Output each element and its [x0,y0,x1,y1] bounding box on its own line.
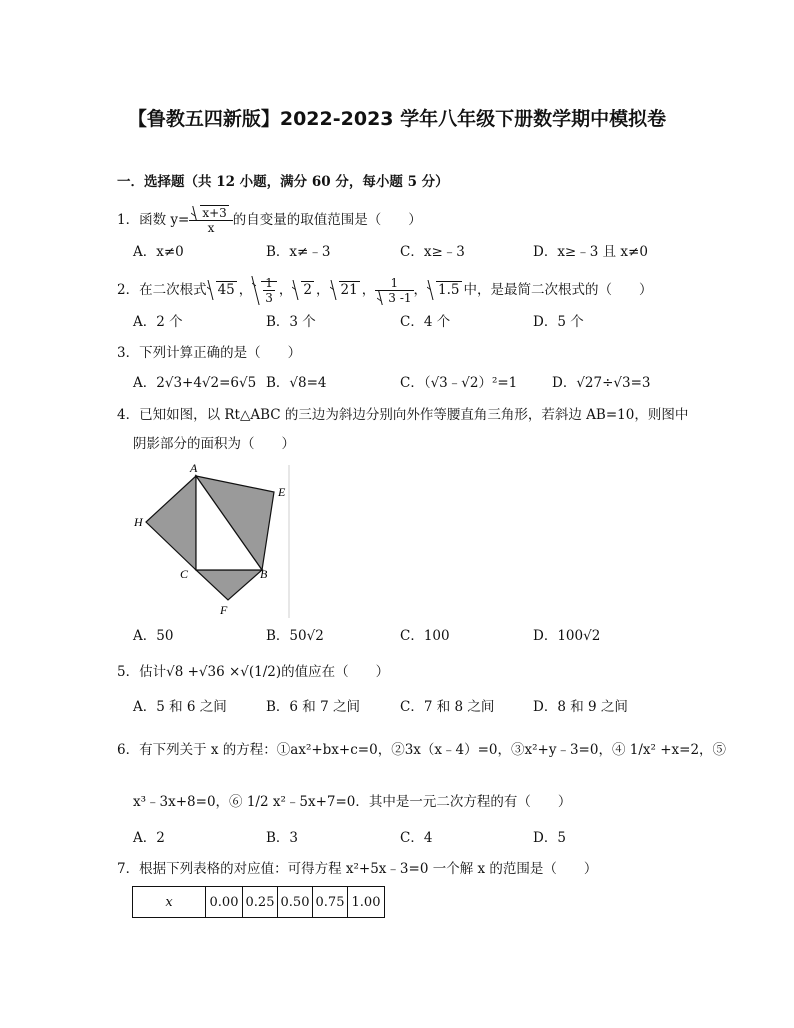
shaded-triangle-ach [146,476,196,570]
q5-option-c[interactable]: C．7 和 8 之间 [400,699,495,715]
question-4-line-1: 4．已知如图，以 Rt△ABC 的三边为斜边分别向外作等腰直角三角形，若斜边 AB=10，则图中 [117,407,689,423]
table-cell: 0.25 [243,887,278,918]
table-cell: 0.75 [313,887,348,918]
table-cell: 1.00 [348,887,385,918]
q1-denominator: x [207,221,215,235]
q1-option-b[interactable]: B．x≠﹣3 [266,244,331,260]
q6-option-d[interactable]: D．5 [533,830,566,846]
q2-option-d[interactable]: D．5 个 [533,314,584,330]
q4-option-c[interactable]: C．100 [400,628,450,644]
question-2: 2．在二次根式 45 ， $\frac{1}{3}$ ， 2 ， 21 ， $\frac{1}{3 -1}$ ， 1.5 中，是最简二次根式的（ ） [117,276,653,305]
q2-pre: 2．在二次根式 [117,282,207,298]
q4-option-a[interactable]: A．50 [133,628,174,644]
q2-post: 中，是最简二次根式的（ ） [463,282,653,298]
q1-option-c[interactable]: C．x≥﹣3 [400,244,465,260]
question-5: 5．估计√8 +√36 ×√(1/2)的值应在（ ） [117,664,390,680]
section-heading: 一．选择题（共 12 小题，满分 60 分，每小题 5 分） [117,174,449,190]
q5-option-b[interactable]: B．6 和 7 之间 [266,699,360,715]
q2-radical-2-den: 3 [265,291,273,305]
q2-radical-2-num: 1 [265,276,273,290]
q1-option-a[interactable]: A．x≠0 [133,244,184,260]
label-h: H [134,515,143,529]
shaded-triangle-cfb [196,570,262,600]
q3-option-c[interactable]: C．（√3﹣√2）²=1 [400,375,518,391]
q1-numerator: x+3 [202,206,227,220]
q7-value-table [132,886,385,918]
q1-pre: 1．函数 y= [117,212,190,228]
question-1 [117,206,422,235]
q2-radical-5-den: 3 [388,291,396,305]
q1-post: 的自变量的取值范围是（ ） [232,212,422,228]
q5-option-a[interactable]: A．5 和 6 之间 [133,699,227,715]
q2-radical-5-num: 1 [375,276,413,291]
table-cell: 0.00 [206,887,243,918]
q4-diagram [132,460,292,620]
question-6-line-2: x³﹣3x+8=0，⑥ 1/2 x²﹣5x+7=0．其中是一元二次方程的有（ ） [133,794,572,810]
label-e: E [278,485,286,499]
label-b: B [260,567,268,581]
question-3: 3．下列计算正确的是（ ） [117,345,302,361]
q4-option-d[interactable]: D．100√2 [533,628,601,644]
q2-radical-4: 21 [340,282,358,298]
q1-fraction [189,206,232,235]
q2-radical-1: 45 [217,282,235,298]
label-a: A [190,461,198,475]
q3-option-d[interactable]: D．√27÷√3=3 [552,375,651,391]
label-f: F [220,603,228,617]
q1-option-d[interactable]: D．x≥﹣3 且 x≠0 [533,244,648,260]
page-title: 【鲁教五四新版】2022-2023 学年八年级下册数学期中模拟卷 [127,108,667,130]
label-c: C [180,567,189,581]
q2-radical-5-tail: -1 [399,291,412,305]
q6-option-a[interactable]: A．2 [133,830,165,846]
table-cell: 0.50 [278,887,313,918]
q2-radical-6: 1.5 [438,282,460,298]
table-row [133,887,385,918]
q6-option-b[interactable]: B．3 [266,830,299,846]
q2-radical-3: 2 [303,282,313,298]
q2-option-b[interactable]: B．3 个 [266,314,316,330]
question-7: 7．根据下列表格的对应值：可得方程 x²+5x﹣3=0 一个解 x 的范围是（ ） [117,861,598,877]
q3-option-b[interactable]: B．√8=4 [266,375,327,391]
table-header-x: x [165,894,173,910]
question-4-line-2: 阴影部分的面积为（ ） [133,436,295,452]
question-6-line-1: 6．有下列关于 x 的方程：①ax²+bx+c=0，②3x（x﹣4）=0，③x²+y﹣3=0，④ 1/x² +x=2，⑤ [117,742,727,758]
q2-option-c[interactable]: C．4 个 [400,314,451,330]
q4-option-b[interactable]: B．50√2 [266,628,324,644]
q3-option-a[interactable]: A．2√3+4√2=6√5 [133,375,257,391]
q2-option-a[interactable]: A．2 个 [133,314,183,330]
q6-option-c[interactable]: C．4 [400,830,433,846]
q5-option-d[interactable]: D．8 和 9 之间 [533,699,628,715]
